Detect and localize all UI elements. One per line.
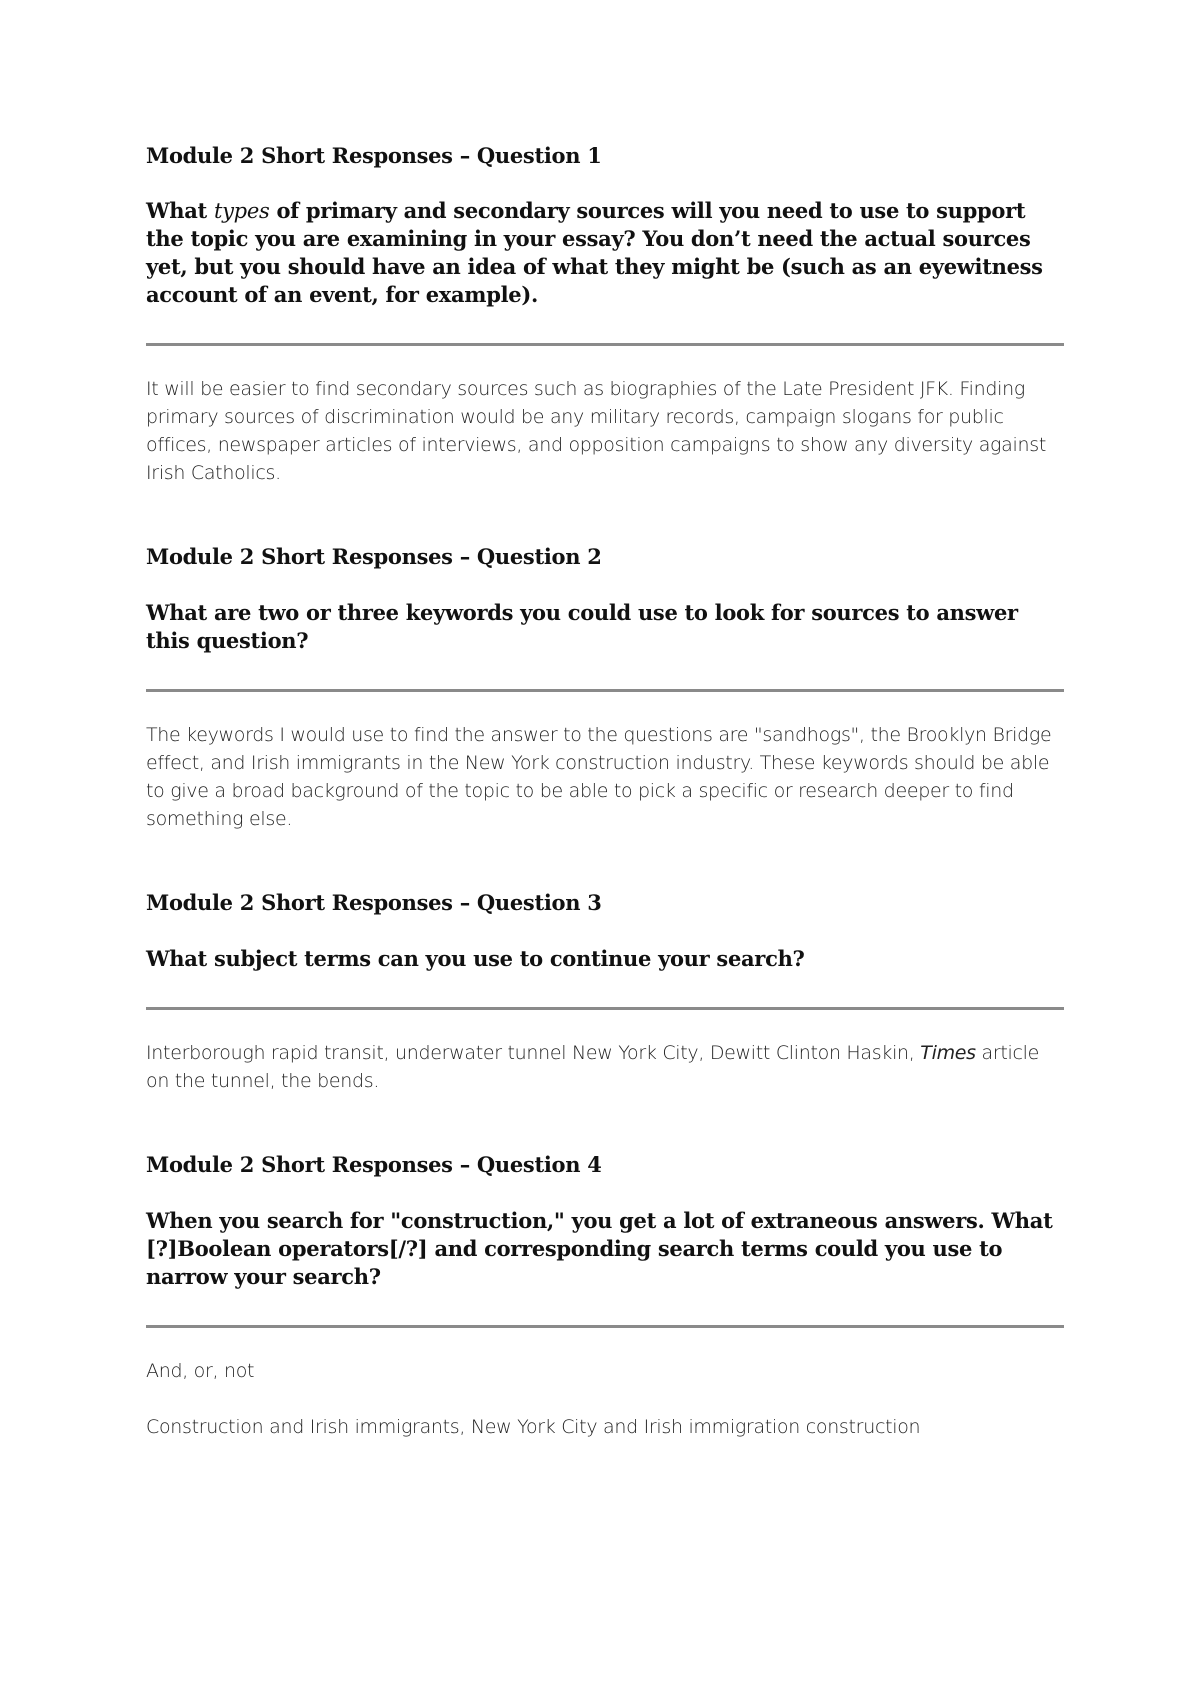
question-3-answer xyxy=(146,1039,1064,1095)
question-1-prompt-start: What xyxy=(146,198,214,223)
question-4-prompt: When you search for "construction," you get a lot of extraneous answers. What [?]Boolean operators[/?] and corresponding search terms could you use to narrow your search? xyxy=(146,1208,1053,1289)
question-3-answer-rest: article on the tunnel, the bends. xyxy=(146,1042,1040,1092)
question-2-section xyxy=(146,543,1064,833)
question-1-section xyxy=(146,142,1064,487)
question-4-answer-operators: And, or, not xyxy=(146,1360,255,1382)
question-3-answer-emphasis: Times xyxy=(920,1042,976,1064)
question-1-answer: It will be easier to find secondary sources such as biographies of the Late President JFK. Finding primary sources of discrimination would be any military records, campaign slogans for public offices, newspaper articles of interviews, and opposition campaigns to show any diversity against Irish Catholics. xyxy=(146,378,1046,484)
question-3-answer-divider xyxy=(146,1007,1064,1010)
question-4-section xyxy=(146,1151,1064,1441)
question-3-section xyxy=(146,889,1064,1095)
question-4-answer-terms: Construction and Irish immigrants, New York City and Irish immigration construction xyxy=(146,1416,921,1438)
question-4-heading: Module 2 Short Responses – Question 4 xyxy=(146,1152,602,1177)
question-3-answer-start: Interborough rapid transit, underwater tunnel New York City, Dewitt Clinton Haskin, xyxy=(146,1042,921,1064)
question-2-prompt: What are two or three keywords you could use to look for sources to answer this question? xyxy=(146,600,1018,653)
document-page xyxy=(146,142,1064,1441)
question-3-heading: Module 2 Short Responses – Question 3 xyxy=(146,890,602,915)
question-2-heading: Module 2 Short Responses – Question 2 xyxy=(146,544,602,569)
question-2-answer: The keywords I would use to find the answer to the questions are "sandhogs", the Brooklyn Bridge effect, and Irish immigrants in the New York construction industry. These keywords should be able to give a broad background of the topic to be able to pick a specific or research deeper to find something else. xyxy=(146,724,1052,830)
question-1-prompt-emphasis: types xyxy=(213,199,270,223)
question-1-heading: Module 2 Short Responses – Question 1 xyxy=(146,143,602,168)
question-1-prompt-rest: of primary and secondary sources will you need to use to support the topic you are examining in your essay? You don’t need the actual sources yet, but you should have an idea of what they might be (such as an eyewitness account of an event, for example). xyxy=(146,198,1043,307)
question-1-answer-divider xyxy=(146,343,1064,346)
question-2-answer-divider xyxy=(146,689,1064,692)
question-3-prompt: What subject terms can you use to continue your search? xyxy=(146,946,805,971)
question-1-prompt xyxy=(146,197,1064,309)
question-4-answer-divider xyxy=(146,1325,1064,1328)
